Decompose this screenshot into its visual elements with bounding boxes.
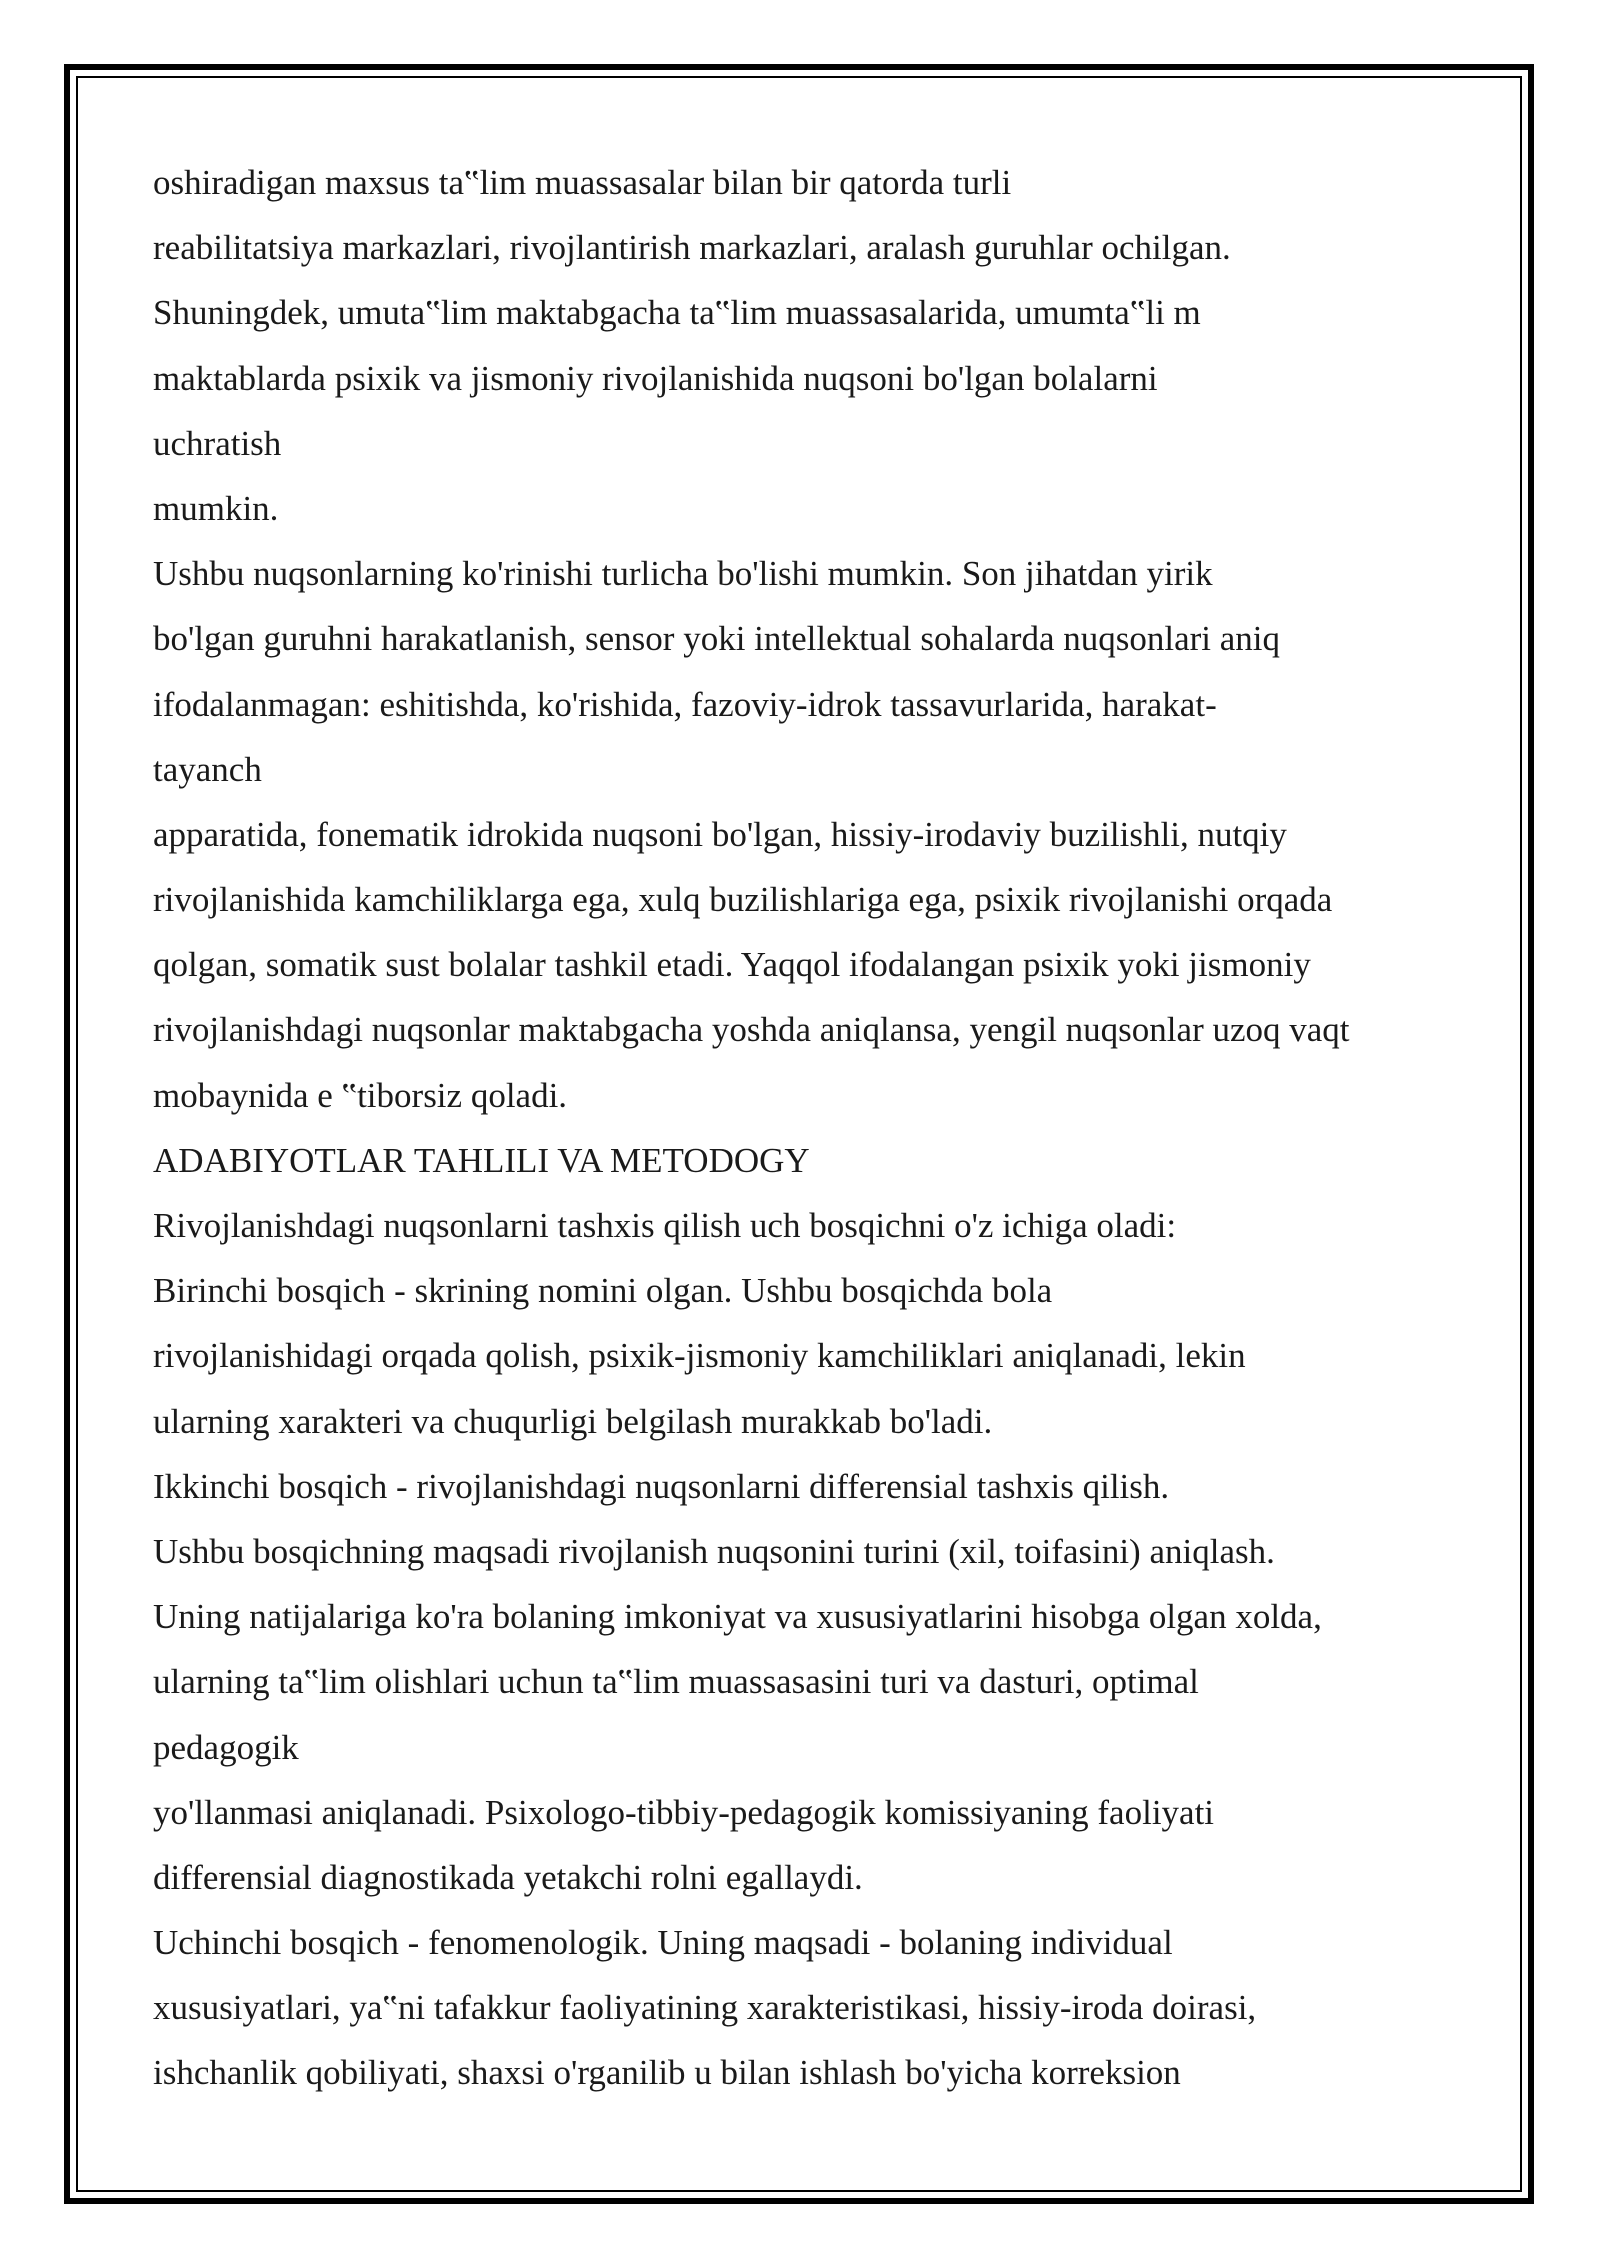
text-line: apparatida, fonematik idrokida nuqsoni bo'lgan, hissiy-irodaviy buzilishli, nutqiy [153, 814, 1287, 854]
text-line: Shuningdek, umuta‟lim maktabgacha ta‟lim muassasalarida, umumta‟li m [153, 293, 1201, 333]
text-line: Uchinchi bosqich - fenomenologik. Uning maqsadi - bolaning individual [153, 1923, 1173, 1963]
text-line: rivojlanishidagi orqada qolish, psixik-jismoniy kamchiliklari aniqlanadi, lekin [153, 1336, 1246, 1376]
text-line: mumkin. [153, 488, 279, 528]
text-line: ishchanlik qobiliyati, shaxsi o'rganilib u bilan ishlash bo'yicha korreksion [153, 2053, 1181, 2093]
text-line: tayanch [153, 749, 262, 789]
text-line: Ushbu nuqsonlarning ko'rinishi turlicha bo'lishi mumkin. Son jihatdan yirik [153, 554, 1213, 594]
text-line: reabilitatsiya markazlari, rivojlantirish markazlari, aralash guruhlar ochilgan. [153, 228, 1231, 268]
text-line: yo'llanmasi aniqlanadi. Psixologo-tibbiy-pedagogik komissiyaning faoliyati [153, 1792, 1215, 1832]
text-line: rivojlanishdagi nuqsonlar maktabgacha yoshda aniqlansa, yengil nuqsonlar uzoq vaqt [153, 1010, 1350, 1050]
text-line: xususiyatlari, ya‟ni tafakkur faoliyatining xarakteristikasi, hissiy-iroda doirasi, [153, 1988, 1257, 2028]
text-line: Ushbu bosqichning maqsadi rivojlanish nuqsonini turini (xil, toifasini) aniqlash. [153, 1531, 1275, 1571]
text-line: Uning natijalariga ko'ra bolaning imkoniyat va xususiyatlarini hisobga olgan xolda, [153, 1597, 1322, 1637]
text-line: mobaynida e ‟tiborsiz qoladi. [153, 1075, 568, 1115]
document-body [153, 150, 1453, 2106]
text-line: Rivojlanishdagi nuqsonlarni tashxis qilish uch bosqichni o'z ichiga oladi: [153, 1206, 1177, 1245]
text-line: bo'lgan guruhni harakatlanish, sensor yoki intellektual sohalarda nuqsonlari aniq [153, 619, 1281, 659]
text-line: ularning xarakteri va chuqurligi belgilash murakkab bo'ladi. [153, 1401, 993, 1441]
text-line: differensial diagnostikada yetakchi rolni egallaydi. [153, 1857, 863, 1897]
section-heading: ADABIYOTLAR TAHLILI VA METODOGY [153, 1140, 810, 1180]
text-line: oshiradigan maxsus ta‟lim muassasalar bilan bir qatorda turli [153, 163, 1012, 202]
text-line: maktablarda psixik va jismoniy rivojlanishida nuqsoni bo'lgan bolalarni [153, 358, 1158, 398]
text-line: pedagogik [153, 1727, 299, 1767]
text-line: rivojlanishida kamchiliklarga ega, xulq buzilishlariga ega, psixik rivojlanishi orqada [153, 880, 1333, 920]
text-line: Birinchi bosqich - skrining nomini olgan. Ushbu bosqichda bola [153, 1271, 1053, 1311]
text-line: ularning ta‟lim olishlari uchun ta‟lim muassasasini turi va dasturi, optimal [153, 1662, 1199, 1702]
text-line: ifodalanmagan: eshitishda, ko'rishida, fazoviy-idrok tassavurlarida, harakat- [153, 684, 1217, 724]
text-line: uchratish [153, 423, 282, 463]
text-line: qolgan, somatik sust bolalar tashkil etadi. Yaqqol ifodalangan psixik yoki jismoniy [153, 945, 1311, 985]
text-line: Ikkinchi bosqich - rivojlanishdagi nuqsonlarni differensial tashxis qilish. [153, 1466, 1170, 1506]
